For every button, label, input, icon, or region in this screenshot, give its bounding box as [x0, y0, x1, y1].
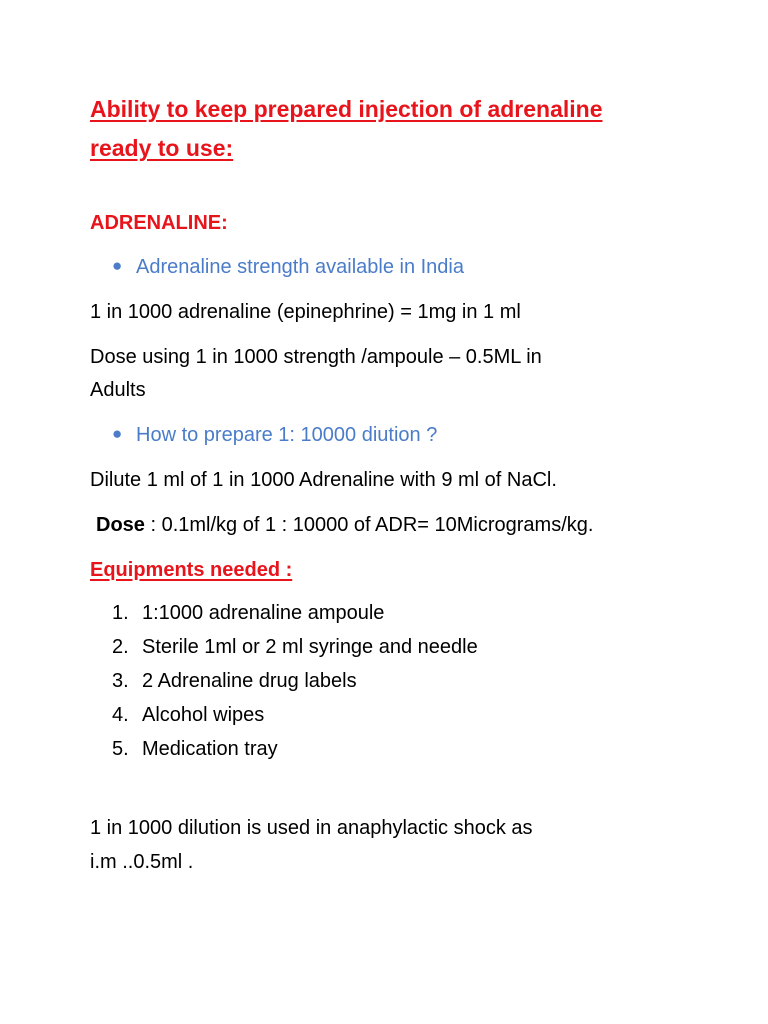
- equipment-heading: Equipments needed :: [90, 559, 293, 581]
- bullet-strength-text: Adrenaline strength available in India: [136, 256, 464, 278]
- equipment-number: 5.: [112, 738, 129, 760]
- equipment-text: Sterile 1ml or 2 ml syringe and needle: [142, 636, 478, 658]
- equipment-number: 1.: [112, 602, 129, 624]
- equipment-number: 4.: [112, 704, 129, 726]
- anaphylaxis-line-2: i.m ..0.5ml .: [90, 851, 194, 873]
- equipment-text: Alcohol wipes: [142, 704, 265, 726]
- title-line-2: ready to use:: [90, 135, 234, 161]
- bullet-prepare: [112, 425, 437, 445]
- equipment-item: [112, 637, 478, 657]
- equipment-text: 1:1000 adrenaline ampoule: [142, 602, 385, 624]
- equipment-number: 2.: [112, 636, 129, 658]
- equipment-item: [112, 603, 384, 623]
- dose-label: Dose: [96, 514, 145, 536]
- equipment-text: Medication tray: [142, 738, 278, 760]
- equipment-item: [112, 671, 357, 691]
- dose-adults-line-1: Dose using 1 in 1000 strength /ampoule – 0.5ML in: [90, 346, 542, 368]
- equipment-number: 3.: [112, 670, 129, 692]
- bullet-dot-icon: ●: [112, 256, 123, 275]
- bullet-prepare-text: How to prepare 1: 10000 diution ?: [136, 424, 438, 446]
- adrenaline-heading: ADRENALINE:: [90, 212, 228, 234]
- dilute-line: Dilute 1 ml of 1 in 1000 Adrenaline with 9 ml of NaCl.: [90, 469, 557, 491]
- bullet-strength: [112, 257, 464, 277]
- equipment-text: 2 Adrenaline drug labels: [142, 670, 357, 692]
- title-line-1: Ability to keep prepared injection of adrenaline: [90, 96, 603, 122]
- anaphylaxis-line-1: 1 in 1000 dilution is used in anaphylactic shock as: [90, 817, 533, 839]
- dose-text: : 0.1ml/kg of 1 : 10000 of ADR= 10Micrograms/kg.: [144, 514, 594, 536]
- strength-line: 1 in 1000 adrenaline (epinephrine) = 1mg in 1 ml: [90, 301, 521, 323]
- dose-line: [96, 515, 593, 535]
- dose-adults-line-2: Adults: [90, 379, 146, 401]
- equipment-item: [112, 739, 278, 759]
- bullet-dot-icon: ●: [112, 424, 123, 443]
- equipment-item: [112, 705, 264, 725]
